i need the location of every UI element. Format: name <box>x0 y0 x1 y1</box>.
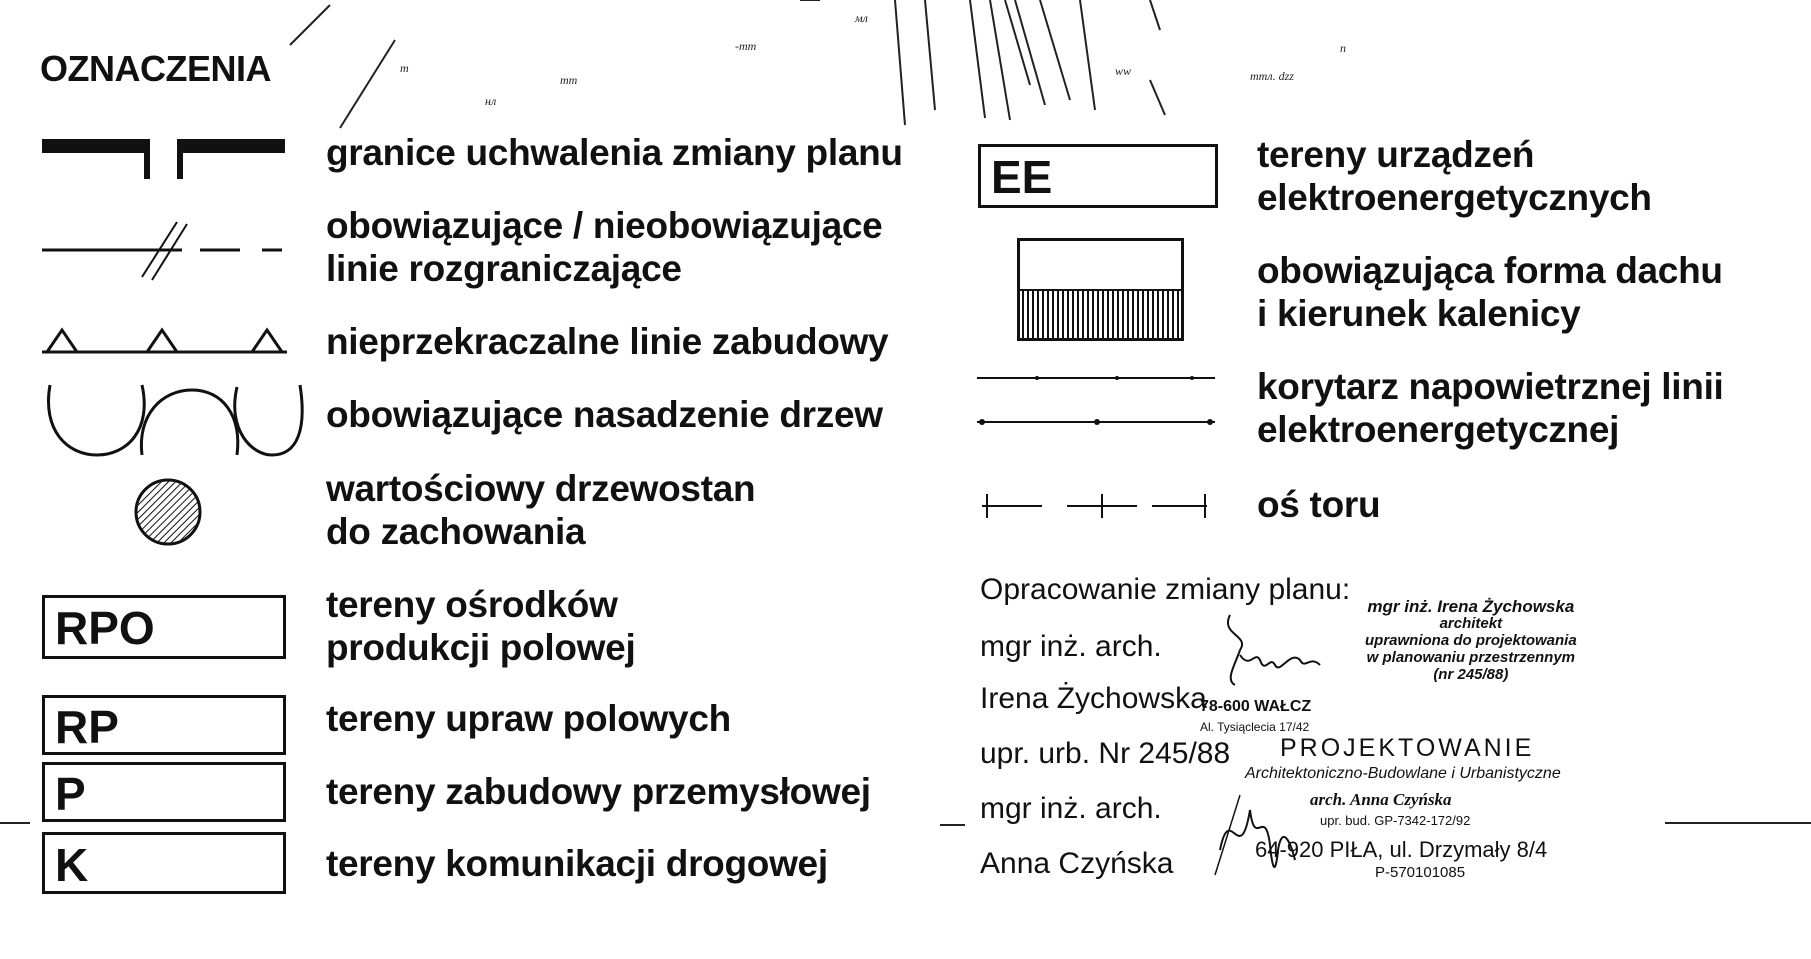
track-axis-symbol <box>977 488 1222 528</box>
tree-planting-symbol <box>42 375 292 465</box>
svg-text:m: m <box>400 61 409 75</box>
stamp2-license: upr. bud. GP-7342-172/92 <box>1320 813 1471 828</box>
credits-heading: Opracowanie zmiany planu: <box>980 573 1351 606</box>
legend-label-rp: tereny upraw polowych <box>326 698 731 739</box>
stamp2-name: arch. Anna Czyńska <box>1310 790 1452 809</box>
boundary-line-symbol <box>42 133 282 183</box>
legend-title: OZNACZENIA <box>40 48 271 89</box>
svg-text:ттл. dzz: ттл. dzz <box>1250 69 1294 83</box>
zone-code-rpo: RPO <box>42 595 286 659</box>
stamp2-title: PROJEKTOWANIE <box>1280 734 1535 762</box>
zone-code-ee: EE <box>978 144 1218 208</box>
author1-name: Irena Żychowska <box>980 682 1207 715</box>
legend-label-demarcation-lines: obowiązujące / nieobowiązujące linie rozgraniczające <box>326 205 883 289</box>
power-line-corridor-symbol <box>977 360 1222 440</box>
tree-stand-symbol <box>128 472 208 552</box>
zone-code-k: K <box>42 832 286 894</box>
map-fragment <box>0 0 1811 130</box>
legend-label-tree-stand: wartościowy drzewostan do zachowania <box>326 468 756 552</box>
stamp-walcz-address: 78-600 WAŁCZ Al. Tysiąclecia 17/42 <box>1200 698 1312 734</box>
legend-label-plan-boundary: granice uchwalenia zmiany planu <box>326 132 903 173</box>
svg-text:п: п <box>1340 41 1346 55</box>
stamp2-regon: P-570101085 <box>1375 864 1466 881</box>
legend-label-roof-form: obowiązująca forma dachu i kierunek kalenicy <box>1257 250 1723 334</box>
legend-label-track-axis: oś toru <box>1257 484 1381 525</box>
legend-label-rpo: tereny ośrodków produkcji polowej <box>326 584 636 668</box>
svg-text:ww: ww <box>1115 64 1132 78</box>
author1-license: upr. urb. Nr 245/88 <box>980 737 1231 770</box>
demarcation-line-symbol <box>42 212 282 282</box>
zone-code-p: P <box>42 762 286 822</box>
stamp2-subtitle: Architektoniczno-Budowlane i Urbanistyczne <box>1245 765 1561 782</box>
author2-title: mgr inż. arch. <box>980 792 1162 825</box>
legend-label-building-lines: nieprzekraczalne linie zabudowy <box>326 321 889 362</box>
zone-code-rp: RP <box>42 695 286 755</box>
legend-label-p: tereny zabudowy przemysłowej <box>326 771 871 812</box>
legend-label-tree-planting: obowiązujące nasadzenie drzew <box>326 394 883 435</box>
svg-text:нл: нл <box>485 94 497 108</box>
svg-text:-тт: -тт <box>735 39 757 53</box>
stamp2-address: 64-920 PIŁA, ul. Drzymały 8/4 <box>1255 837 1548 862</box>
legend-label-power-line: korytarz napowietrznej linii elektroenergetycznej <box>1257 366 1724 450</box>
svg-text:тт: тт <box>560 73 578 87</box>
legend-label-ee: tereny urządzeń elektroenergetycznych <box>1257 134 1652 218</box>
author2-name: Anna Czyńska <box>980 847 1174 880</box>
building-line-symbol <box>42 322 287 362</box>
roof-form-symbol <box>1017 238 1187 343</box>
svg-text:мл: мл <box>855 11 868 25</box>
map-edge-lines <box>0 820 1811 830</box>
stamp-zychowska: mgr inż. Irena Żychowska architekt uprawniona do projektowania w planowaniu przestrzennym (nr 245/88) <box>1365 597 1577 683</box>
legend-label-k: tereny komunikacji drogowej <box>326 843 828 884</box>
author1-title: mgr inż. arch. <box>980 630 1162 663</box>
signature-1 <box>1210 610 1330 690</box>
